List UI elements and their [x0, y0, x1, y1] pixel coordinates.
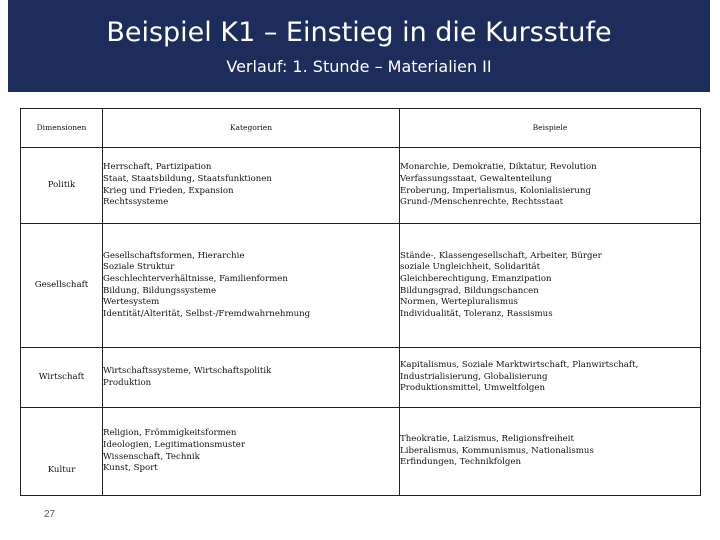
slide-subtitle: Verlauf: 1. Stunde – Materialien II [226, 57, 492, 76]
kategorie-line: Wirtschaftssysteme, Wirtschaftspolitik [103, 365, 272, 376]
dimension-cell: Wirtschaft [21, 348, 103, 408]
slide-title: Beispiel K1 – Einstieg in die Kursstufe [106, 17, 612, 48]
page-number: 27 [44, 509, 56, 520]
beispiel-line: Individualität, Toleranz, Rassismus [400, 308, 553, 319]
categories-table [20, 108, 701, 496]
kategorie-line: Identität/Alterität, Selbst-/Fremdwahrnehmung [103, 308, 311, 319]
beispiele-cell [400, 408, 701, 496]
beispiel-line: Erfindungen, Technikfolgen [400, 457, 522, 468]
kategorien-cell [103, 224, 400, 348]
beispiel-line: Gleichberechtigung, Emanzipation [400, 273, 552, 284]
column-header-kategorien: Kategorien [103, 109, 400, 148]
beispiele-cell [400, 224, 701, 348]
beispiel-line: Eroberung, Imperialismus, Kolonialisierung [400, 185, 591, 196]
beispiel-line: Grund-/Menschenrechte, Rechtsstaat [400, 197, 564, 208]
slide-header [8, 0, 710, 92]
beispiel-line: Verfassungsstaat, Gewaltenteilung [400, 173, 552, 184]
kategorie-line: Herrschaft, Partizipation [103, 162, 212, 173]
dimension-cell: Kultur [21, 408, 103, 496]
kategorie-line: Geschlechterverhältnisse, Familienformen [103, 273, 288, 284]
beispiel-line: Bildungsgrad, Bildungschancen [400, 285, 539, 296]
kategorie-line: Krieg und Frieden, Expansion [103, 185, 234, 196]
table-row-wirtschaft [21, 348, 701, 408]
beispiel-line: Theokratie, Laizismus, Religionsfreiheit [400, 434, 574, 444]
kategorie-line: Produktion [103, 377, 152, 388]
dimension-cell: Politik [21, 148, 103, 224]
kategorie-line: Soziale Struktur [103, 262, 175, 273]
beispiel-line: Monarchie, Demokratie, Diktatur, Revolution [400, 162, 597, 173]
table-row-gesellschaft [21, 224, 701, 348]
beispiel-line: Stände-, Klassengesellschaft, Arbeiter, Bürger [400, 250, 602, 261]
column-header-beispiele: Beispiele [400, 109, 701, 148]
kategorie-line: Bildung, Bildungssysteme [103, 285, 217, 296]
kategorie-line: Rechtssysteme [103, 197, 169, 208]
beispiel-line: Liberalismus, Kommunismus, Nationalismus [400, 445, 594, 456]
table-header-row [21, 109, 701, 148]
kategorie-line: Religion, Frömmigkeitsformen [103, 428, 237, 439]
beispiele-cell [400, 148, 701, 224]
kategorie-line: Wissenschaft, Technik [103, 451, 200, 462]
dimension-cell: Gesellschaft [21, 224, 103, 348]
beispiel-line: Produktionsmittel, Umweltfolgen [400, 383, 545, 394]
beispiele-cell [400, 348, 701, 408]
kategorien-cell [103, 148, 400, 224]
table-row-kultur [21, 408, 701, 496]
kategorie-line: Wertesystem [103, 297, 160, 308]
beispiel-line: Kapitalismus, Soziale Marktwirtschaft, Planwirtschaft, [400, 360, 639, 371]
beispiel-line: soziale Ungleichheit, Solidarität [400, 262, 541, 273]
table-row-politik [21, 148, 701, 224]
kategorien-cell [103, 348, 400, 408]
kategorie-line: Gesellschaftsformen, Hierarchie [103, 250, 245, 261]
kategorien-cell [103, 408, 400, 496]
kategorie-line: Ideologien, Legitimationsmuster [103, 439, 245, 450]
kategorie-line: Kunst, Sport [103, 463, 158, 474]
beispiel-line: Normen, Wertepluralismus [400, 297, 518, 308]
kategorie-line: Staat, Staatsbildung, Staatsfunktionen [103, 173, 272, 184]
beispiel-line: Industrialisierung, Globalisierung [400, 371, 548, 382]
column-header-dimensionen: Dimensionen [21, 109, 103, 148]
